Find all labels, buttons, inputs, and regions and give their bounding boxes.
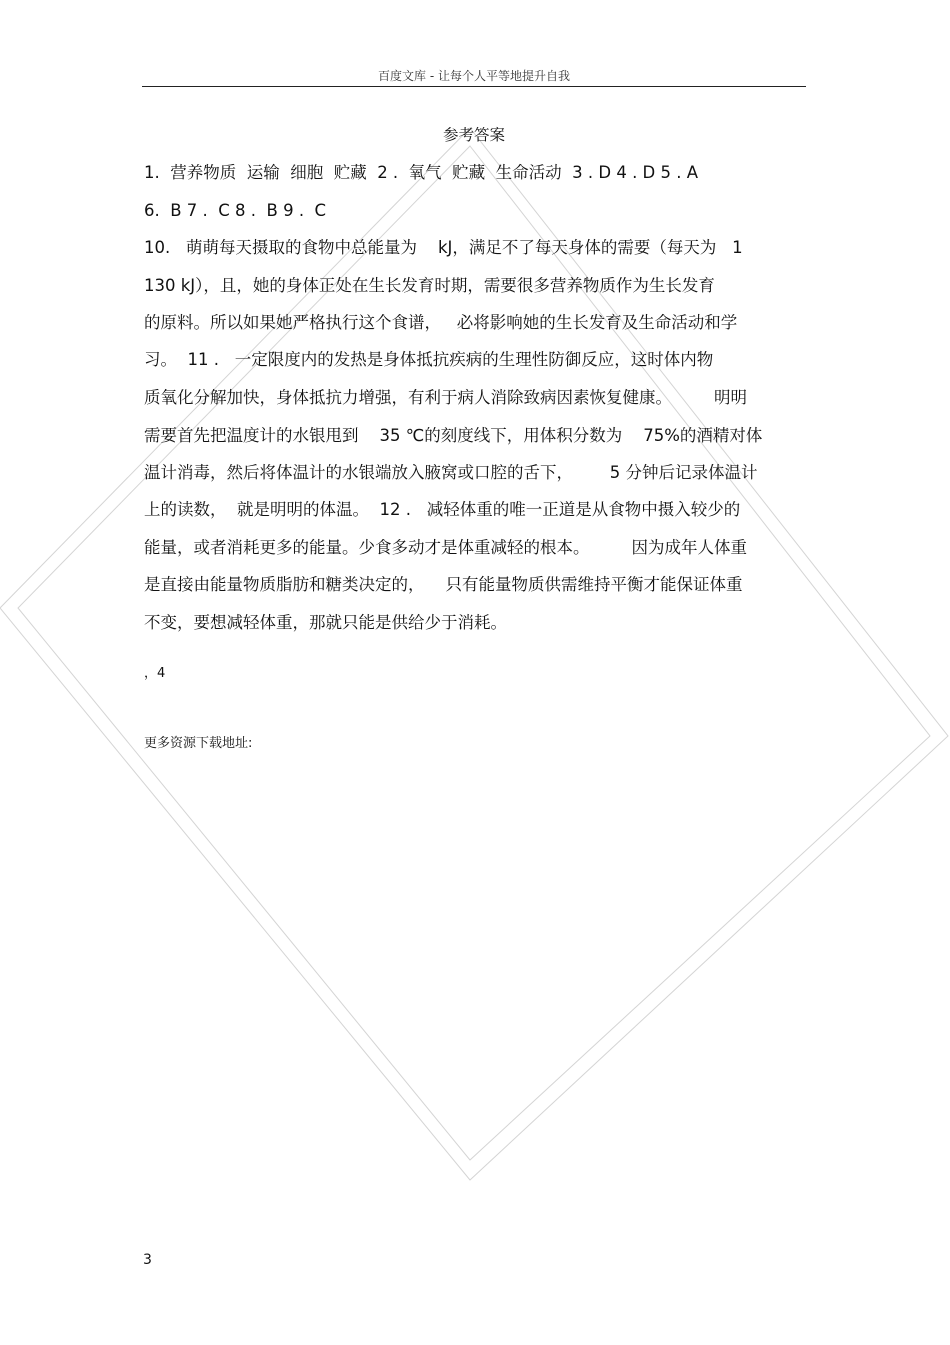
answer-line: 不变，要想减轻体重，那就只能是供给少于消耗。: [144, 613, 507, 632]
answer-line: 上的读数， 就是明明的体温。 12 . 减轻体重的唯一正道是从食物中摄入较少的: [144, 500, 741, 519]
header-text: 百度文库 - 让每个人平等地提升自我: [378, 69, 570, 83]
answer-line: 1. 营养物质 运输 细胞 贮藏 2 . 氧气 贮藏 生命活动 3 . D 4 . D 5 . A: [144, 163, 699, 182]
answer-line: 的原料。所以如果她严格执行这个食谱， 必将影响她的生长发育及生命活动和学: [144, 313, 738, 332]
answer-line: 是直接由能量物质脂肪和糖类决定的， 只有能量物质供需维持平衡才能保证体重: [144, 575, 743, 594]
answer-line: 能量，或者消耗更多的能量。少食多动才是体重减轻的根本。 因为成年人体重: [144, 538, 747, 557]
answer-line: 温计消毒，然后将体温计的水银端放入腋窝或口腔的舌下， 5 分钟后记录体温计: [144, 463, 758, 482]
answer-line: 130 kJ），且，她的身体正处在生长发育时期，需要很多营养物质作为生长发育: [144, 276, 715, 295]
more-resources-label: 更多资源下载地址:: [144, 736, 253, 751]
answer-line: 6. B 7 . C 8 . B 9 . C: [144, 201, 327, 220]
page-number: 3: [143, 1252, 152, 1268]
answer-line: 需要首先把温度计的水银甩到 35 ℃的刻度线下，用体积分数为 75%的酒精对体: [144, 426, 763, 445]
text-fragment: ，4: [144, 666, 166, 681]
answer-line: 10. 萌萌每天摄取的食物中总能量为 kJ，满足不了每天身体的需要（每天为 1: [144, 238, 743, 257]
answer-line: 习。 11 . 一定限度内的发热是身体抵抗疾病的生理性防御反应，这时体内物: [144, 350, 714, 369]
page-title: 参考答案: [442, 126, 505, 144]
header-divider: [142, 86, 806, 87]
answer-line: 质氧化分解加快，身体抵抗力增强，有利于病人消除致病因素恢复健康。 明明: [144, 388, 747, 407]
